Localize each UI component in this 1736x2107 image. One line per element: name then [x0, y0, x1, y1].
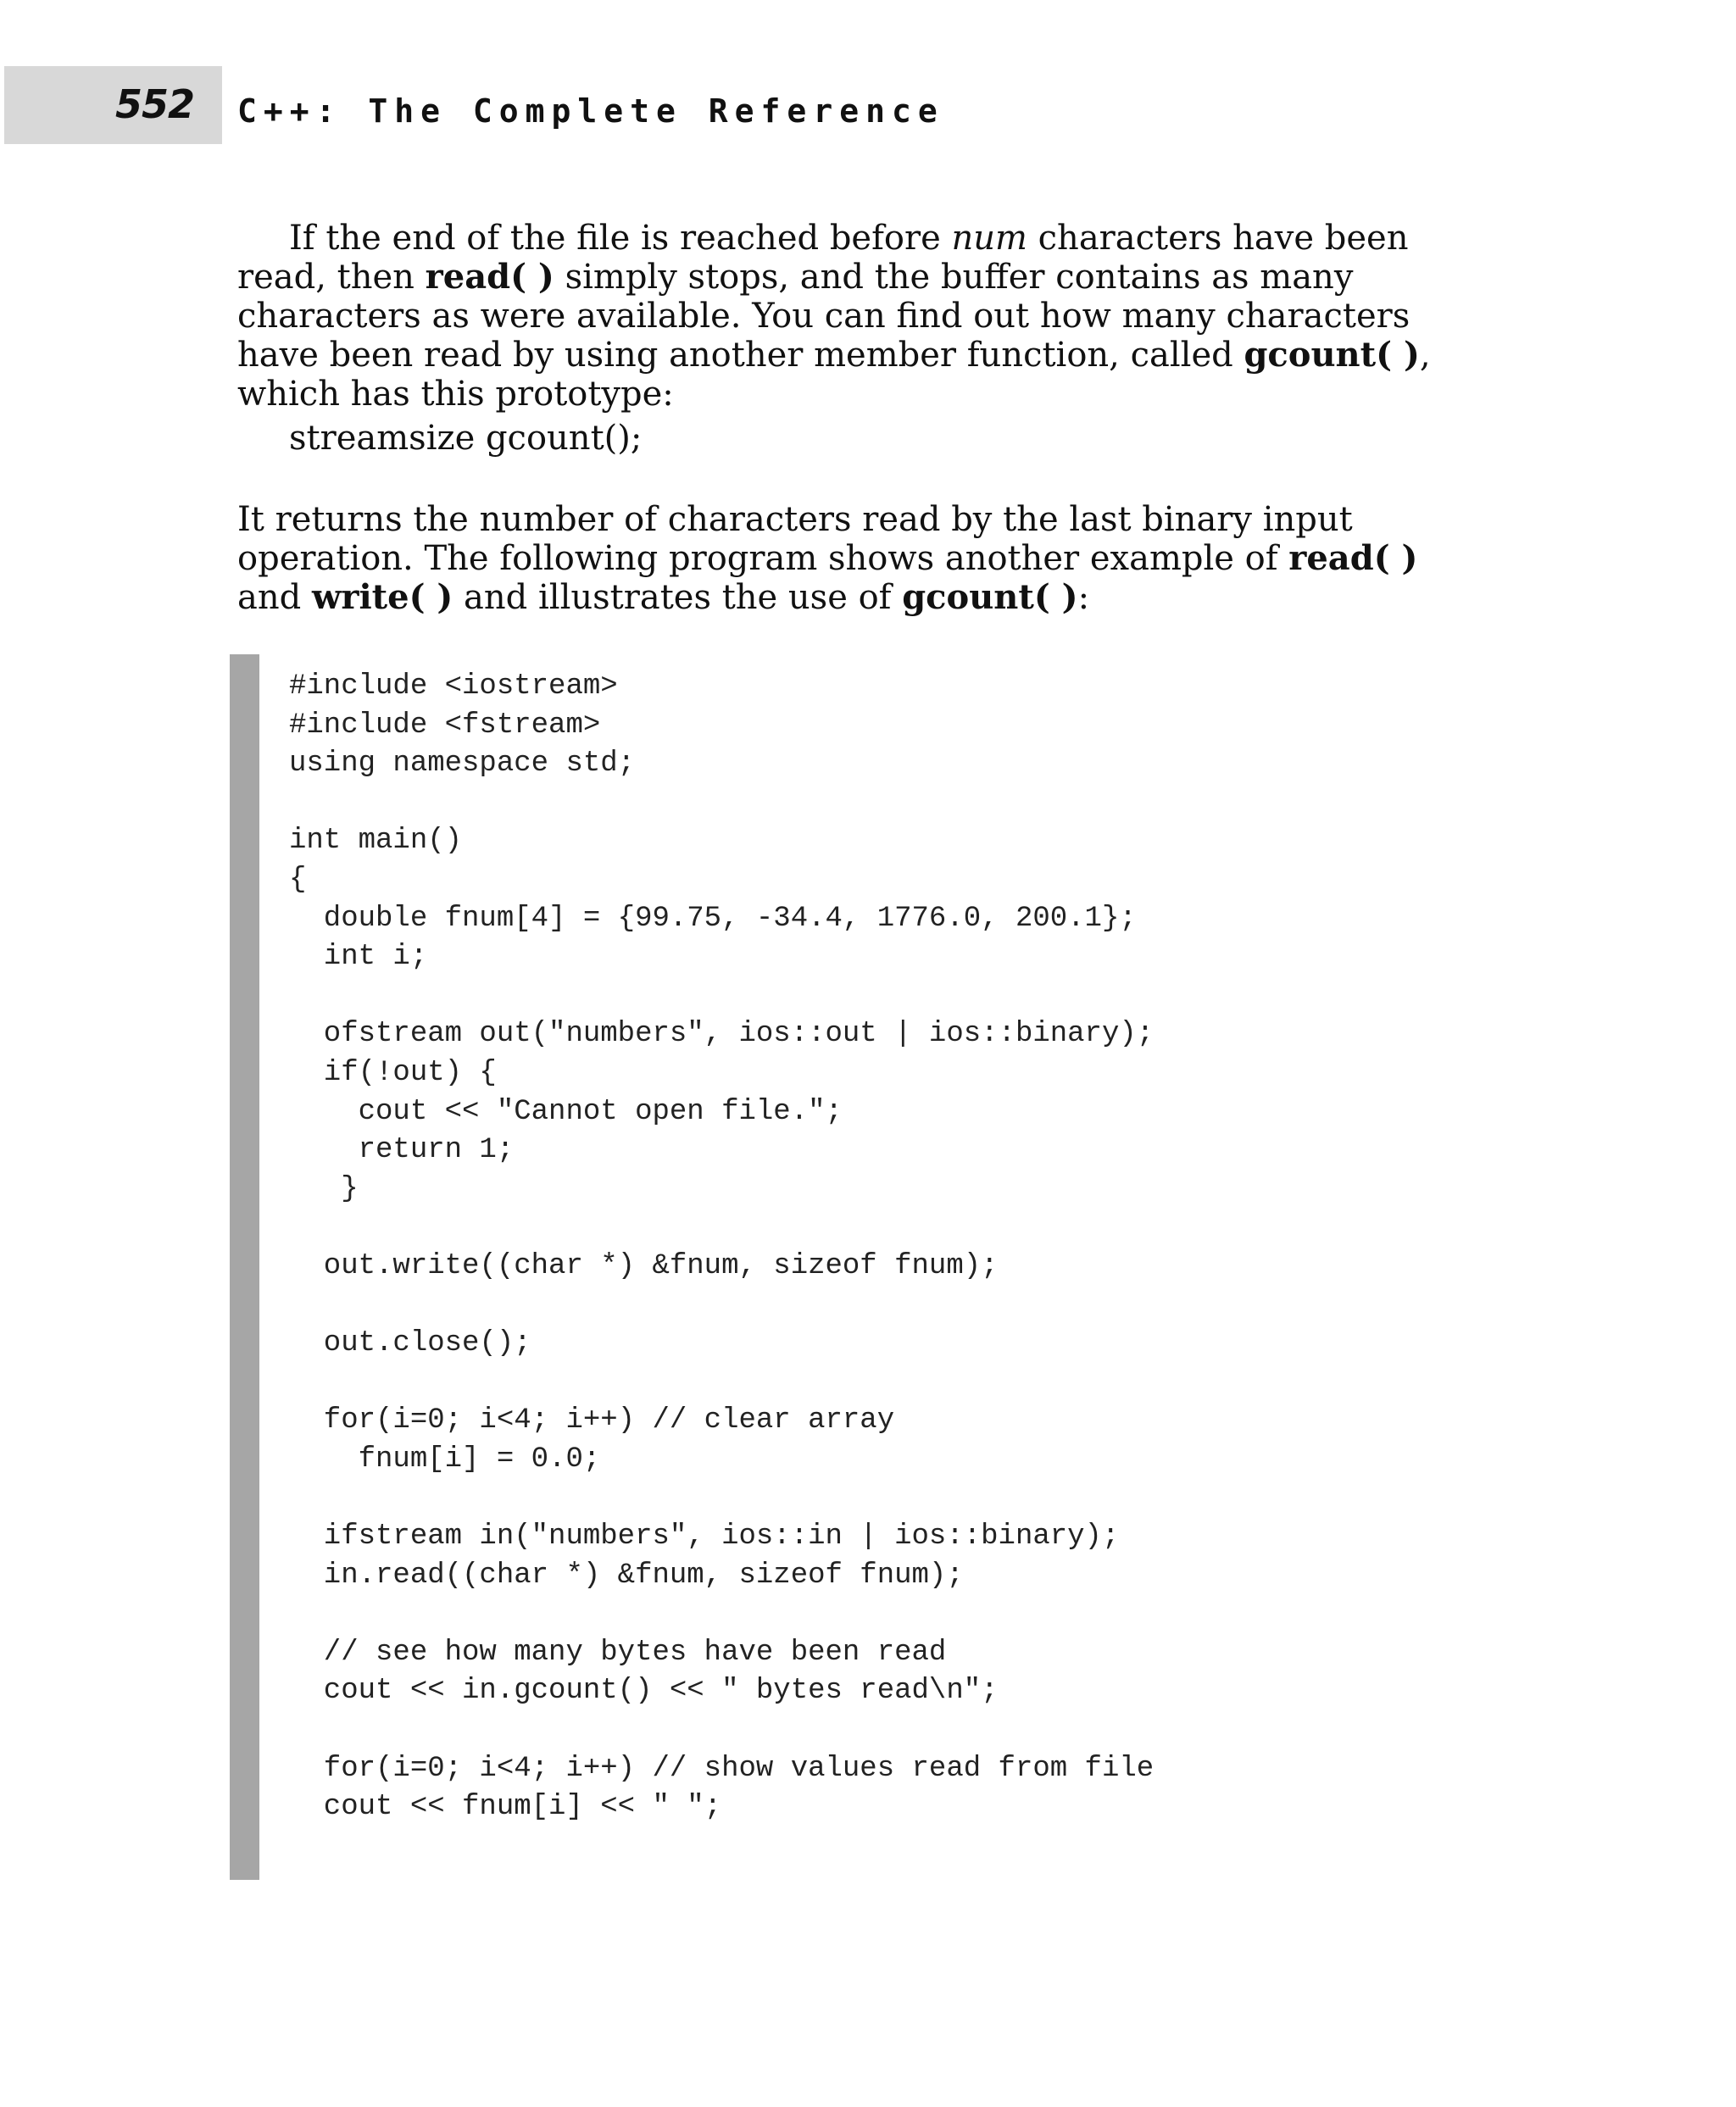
term-gcount: gcount( ): [902, 577, 1078, 617]
code-listing-bar: [230, 654, 259, 1880]
running-head-title: C++: The Complete Reference: [237, 92, 944, 130]
para1-text-1: If the end of the file is reached before: [289, 219, 952, 258]
para1-text-2: characters have been read, then: [237, 219, 1409, 297]
para2-text-4: :: [1077, 578, 1090, 617]
code-listing: #include <iostream> #include <fstream> using namespace std; int main() { double fnum[4] = {99.75, -34.4, 1776.0, 200.1}; int i; ofstream out("numbers", ios::out | ios::binary); if(!out) { cout << "Cannot open file."; return 1; } out.write((char *) &fnum, sizeof fnum); out.close(); for(i=0; i<4; i++) // clear array fnum[i] = 0.0; ifstream in("numbers", ios::in | ios::binary); in.read((char *) &fnum, sizeof fnum); // see how many bytes have been read cout << in.gcount() << " bytes read\n"; for(i=0; i<4; i++) // show values read from file cout << fnum[i] << " ";: [289, 670, 1155, 1824]
para2-text-2: and: [237, 578, 312, 617]
term-read: read( ): [425, 257, 554, 297]
paragraph-gcount-example: [237, 500, 1466, 617]
page-number: 552: [115, 81, 195, 127]
paragraph-read-gcount: [237, 219, 1466, 414]
para2-text-1: It returns the number of characters read by the last binary input operation. The following program shows another example of: [237, 500, 1353, 578]
term-read: read( ): [1288, 538, 1418, 578]
para1-text-4: , which has this prototype:: [237, 336, 1431, 414]
para1-text-3: simply stops, and the buffer contains as many characters as were available. You can find out how many characters have been read by using another member function, called: [237, 258, 1410, 375]
term-gcount: gcount( ): [1244, 335, 1420, 375]
para2-text-3: and illustrates the use of: [453, 578, 903, 617]
gcount-prototype: streamsize gcount();: [289, 419, 643, 458]
term-num: num: [951, 219, 1027, 258]
term-write: write( ): [311, 577, 453, 617]
